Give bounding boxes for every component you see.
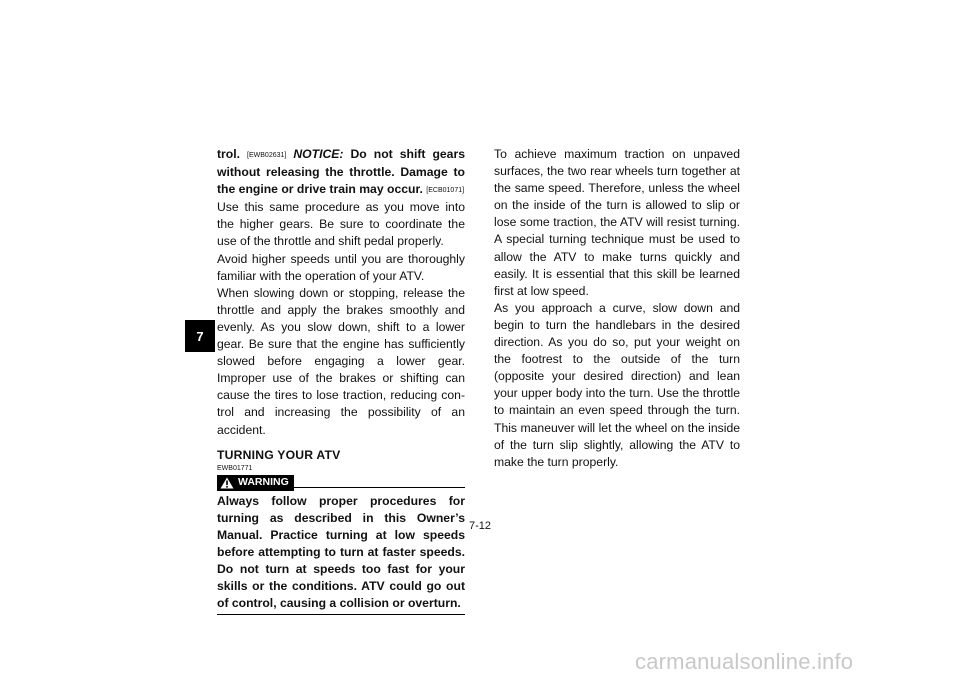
warning-badge (217, 475, 294, 491)
notice-label: NOTICE: (293, 147, 344, 161)
speed-paragraph: Avoid higher speeds until you are thoroughly familiar with the operation of your ATV. (217, 251, 465, 283)
curve-paragraph: As you approach a curve, slow down and begin to turn the handlebars in the desired direction. As you do so, put your weight on the footrest to the outside of the turn (opposite your desired direction) and lean your upper body into the turn. Use the throttle to maintain an even speed through the turn. This maneuver will let the wheel on the inside of the turn slip slightly, allowing the ATV to make the turn properly. (494, 300, 740, 469)
gear-paragraph: Use this same procedure as you move into the higher gears. Be sure to coordinate the use of the throttle and shift pedal properly. (217, 200, 465, 249)
notice-text: Do not shift gears without releasing the throttle. Damage to the engine or drive train may occur. (217, 147, 465, 197)
right-column (494, 146, 740, 471)
chapter-tab: 7 (185, 320, 215, 352)
page-number: 7-12 (468, 520, 492, 532)
warning-label: WARNING (238, 476, 289, 489)
notice-paragraph (217, 146, 465, 199)
warning-bottom-rule (217, 614, 465, 615)
stopping-paragraph: When slowing down or stopping, release the throttle and apply the brakes smoothly and evenly. As you slow down, shift to a lower gear. Be sure that the engine has sufficiently slowed before engaging a lower gear. Improper use of the brakes or shifting can cause the tires to lose traction, reducing control and increasing the possibility of an accident. (217, 285, 465, 437)
caution-code: [ECB01071] (426, 187, 465, 195)
warning-code: [EWB02631] (247, 152, 287, 159)
watermark-text: carmanualsonline.info (635, 649, 854, 674)
warning-header (217, 475, 465, 491)
warning-text: Always follow proper procedures for turning as described in this Owner’s Manual. Practice turning at low speeds before attempting to turn at faster speeds. Do not turn at speeds too fast for your skills or the conditions. ATV could go out of control, causing a collision or overturn. (217, 493, 465, 611)
section-heading: TURNING YOUR ATV (217, 447, 341, 462)
left-column (217, 146, 465, 615)
continued-word: trol. (217, 147, 241, 161)
warning-top-rule (294, 477, 465, 488)
heading-code: EWB01771 (217, 464, 253, 472)
traction-paragraph: To achieve maximum traction on unpaved surfaces, the two rear wheels turn together at the same speed. Therefore, unless the wheel on the inside of the turn is allowed to slip or lose some traction, the ATV will resist turning. A special turning technique must be used to allow the ATV to make turns quickly and easily. It is essential that this skill be learned first at low speed. (494, 147, 740, 298)
warning-triangle-icon (220, 477, 234, 489)
